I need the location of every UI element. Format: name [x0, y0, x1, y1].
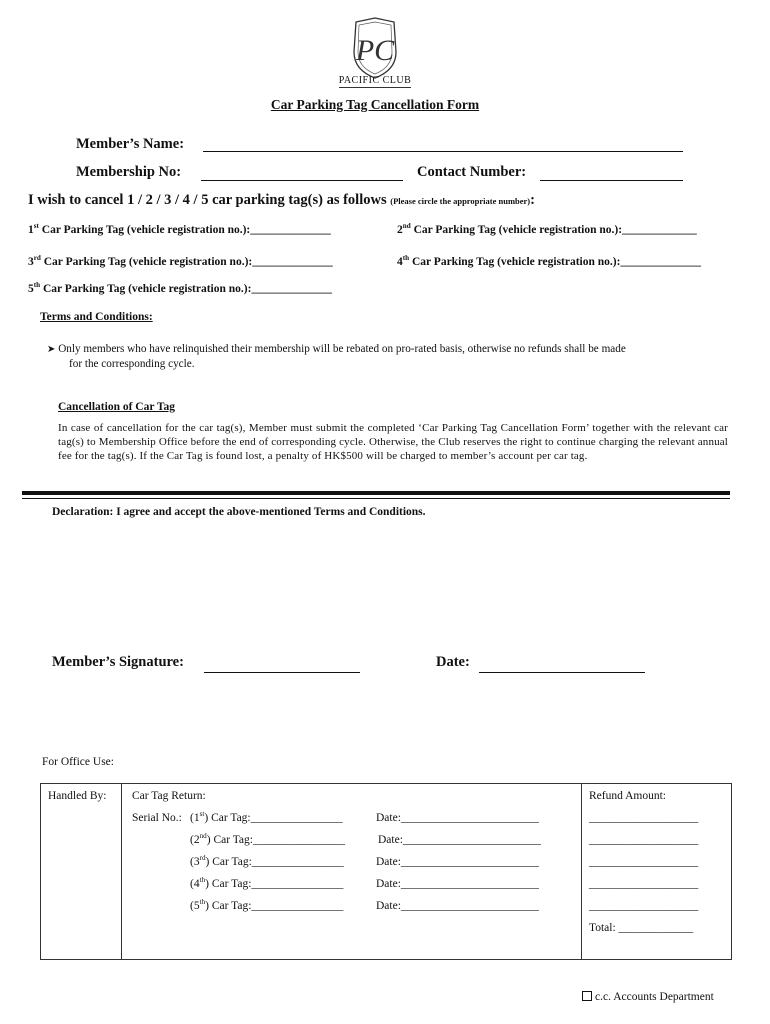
contact-number-label: Contact Number:: [417, 164, 527, 180]
cancel-colon: :: [530, 192, 535, 208]
office-date-row-1[interactable]: Date:________________________: [376, 812, 539, 824]
signature-label: Member’s Signature:: [52, 654, 184, 670]
signature-date-field[interactable]: [479, 672, 645, 673]
cancel-intro-text: I wish to cancel 1 / 2 / 3 / 4 / 5 car parking tag(s) as follows: [28, 192, 387, 208]
refund-blank-4[interactable]: ___________________: [589, 878, 699, 890]
terms-bullet: [47, 343, 626, 355]
office-date-row-4[interactable]: Date:________________________: [376, 878, 539, 890]
tag-row-5[interactable]: 5th Car Parking Tag (vehicle registration no.):______________: [28, 281, 332, 295]
cancel-note: (Please circle the appropriate number): [390, 196, 531, 206]
declaration-text: Declaration: I agree and accept the above-mentioned Terms and Conditions.: [52, 506, 426, 518]
refund-blank-5[interactable]: ___________________: [589, 900, 699, 912]
signature-field[interactable]: [204, 672, 360, 673]
contact-number-field[interactable]: [540, 180, 683, 181]
logo-underline: [339, 87, 411, 88]
car-tag-return-label: Car Tag Return:: [132, 790, 206, 802]
office-date-row-5[interactable]: Date:________________________: [376, 900, 539, 912]
office-tag-row-2[interactable]: (2nd) Car Tag:________________: [190, 832, 345, 846]
serial-no-label: Serial No.:: [132, 812, 182, 824]
office-tag-row-3[interactable]: (3rd) Car Tag:________________: [190, 854, 344, 868]
refund-blank-2[interactable]: ___________________: [589, 834, 699, 846]
office-date-row-2[interactable]: Date:________________________: [378, 834, 541, 846]
refund-blank-3[interactable]: ___________________: [589, 856, 699, 868]
logo-initials: PC: [355, 34, 395, 67]
membership-no-field[interactable]: [201, 180, 403, 181]
office-date-row-3[interactable]: Date:________________________: [376, 856, 539, 868]
office-tag-row-1[interactable]: (1st) Car Tag:________________: [190, 810, 343, 824]
refund-blank-1[interactable]: ___________________: [589, 812, 699, 824]
form-title: Car Parking Tag Cancellation Form: [270, 97, 480, 112]
office-use-heading: For Office Use:: [42, 756, 114, 768]
checkbox-icon[interactable]: [582, 991, 592, 1001]
terms-bullet-line1: Only members who have relinquished their membership will be rebated on pro-rated basis, otherwise no refunds shall be made: [58, 343, 626, 355]
cc-accounts: [582, 991, 714, 1003]
refund-amount-label: Refund Amount:: [589, 790, 666, 802]
handled-by-label: Handled By:: [48, 790, 107, 802]
office-use-table: [40, 783, 732, 960]
terms-heading: Terms and Conditions:: [40, 311, 153, 323]
refund-total[interactable]: Total: _____________: [589, 922, 694, 934]
tag-row-3[interactable]: 3rd Car Parking Tag (vehicle registration no.):______________: [28, 254, 333, 268]
arrow-bullet-icon: ➤: [47, 344, 56, 355]
member-name-label: Member’s Name:: [76, 136, 185, 152]
tag-row-1[interactable]: 1st Car Parking Tag (vehicle registration no.):______________: [28, 222, 331, 236]
membership-no-label: Membership No:: [76, 164, 182, 180]
cancellation-paragraph: In case of cancellation for the car tag(s), Member must submit the completed ‘Car Parking Tag Cancellation Form’ together with the relevant car tag(s) to Membership Office before the end of corresponding cycle. Otherwise, the Club reserves the right to continue charging the relevant annual fee for the tag(s). If the Car Tag is found lost, a penalty of HK$500 will be charged to member’s account per car tag.: [58, 422, 728, 462]
cancel-intro: [28, 192, 535, 209]
logo-name: PACIFIC CLUB: [338, 75, 412, 86]
office-tag-row-4[interactable]: (4th) Car Tag:________________: [190, 876, 344, 890]
section-divider-thick: [22, 491, 730, 495]
cancellation-heading: Cancellation of Car Tag: [58, 401, 176, 413]
tag-row-4[interactable]: 4th Car Parking Tag (vehicle registration no.):______________: [397, 254, 701, 268]
office-column-divider-1: [121, 784, 122, 959]
office-tag-row-5[interactable]: (5th) Car Tag:________________: [190, 898, 344, 912]
member-name-field[interactable]: [203, 151, 683, 152]
office-column-divider-2: [581, 784, 582, 959]
terms-bullet-line2: for the corresponding cycle.: [69, 358, 195, 370]
section-divider-thin: [22, 498, 730, 499]
tag-row-2[interactable]: 2nd Car Parking Tag (vehicle registration no.):_____________: [397, 222, 697, 236]
signature-date-label: Date:: [436, 654, 470, 670]
cc-accounts-text: c.c. Accounts Department: [595, 991, 714, 1003]
